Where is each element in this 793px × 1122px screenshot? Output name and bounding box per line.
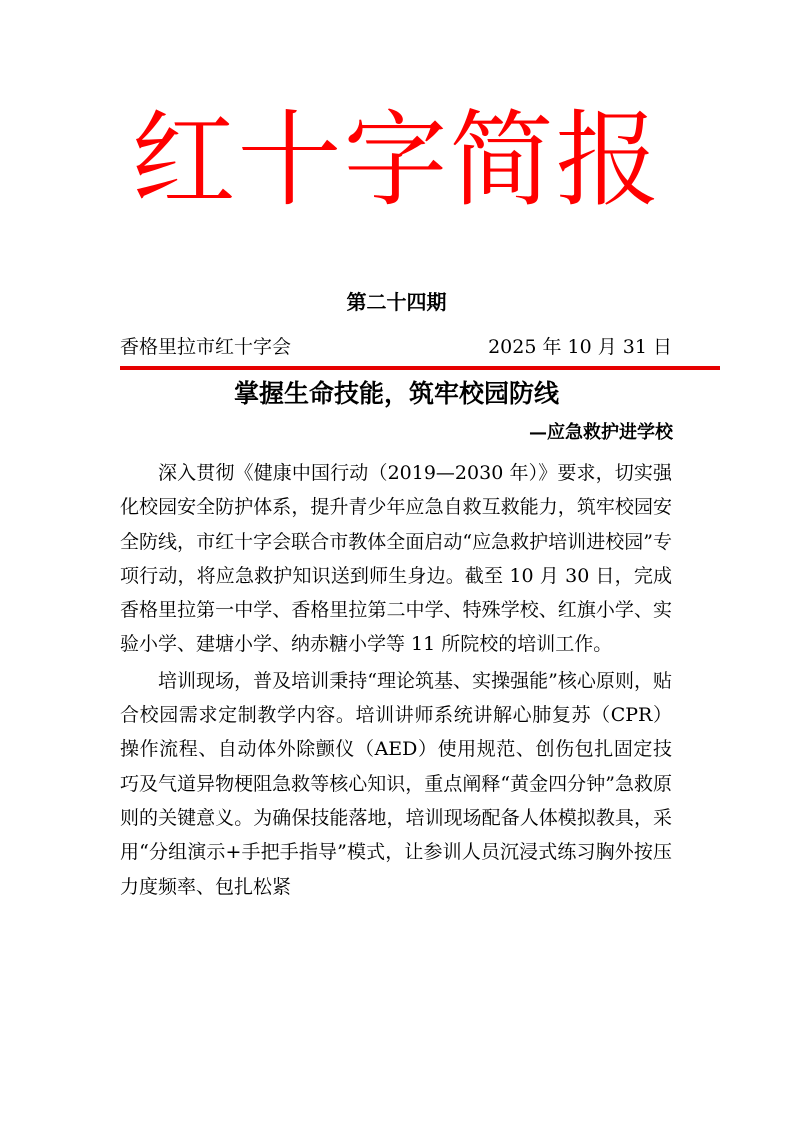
publication-meta [120, 332, 672, 362]
issue-number: 第二十四期 [346, 290, 447, 314]
publisher-name: 香格里拉市红十字会 [120, 336, 292, 358]
article-subtitle: —应急救护进学校 [529, 422, 673, 443]
red-divider [120, 366, 720, 370]
article-paragraph-1: 深入贯彻《健康中国行动（2019—2030 年）》要求，切实强化校园安全防护体系，提升青少年应急自救互救能力，筑牢校园安全防线，市红十字会联合市教体全面启动“应急救护培训进校园”专项行动，将应急救护知识送到师生身边。截至 10 月 30 日，完成香格里拉第一中学、香格里拉第二中学、特殊学校、红旗小学、实验小学、建塘小学、纳赤糖小学等 11 所院校的培训工作。 [120, 462, 672, 656]
article-body [120, 456, 672, 906]
masthead-title: 红十字简报 [131, 99, 662, 221]
article-paragraph-2: 培训现场，普及培训秉持“理论筑基、实操强能”核心原则，贴合校园需求定制教学内容。培训讲师系统讲解心肺复苏（CPR）操作流程、自动体外除颤仪（AED）使用规范、创伤包扎固定技巧及气道异物梗阻急救等核心知识，重点阐释“黄金四分钟”急救原则的关键意义。为确保技能落地，培训现场配备人体模拟教具，采用“分组演示+手把手指导”模式，让参训人员沉浸式练习胸外按压力度频率、包扎松紧 [120, 669, 672, 898]
publication-date: 2025 年 10 月 31 日 [488, 336, 672, 358]
article-title: 掌握生命技能，筑牢校园防线 [233, 379, 559, 408]
